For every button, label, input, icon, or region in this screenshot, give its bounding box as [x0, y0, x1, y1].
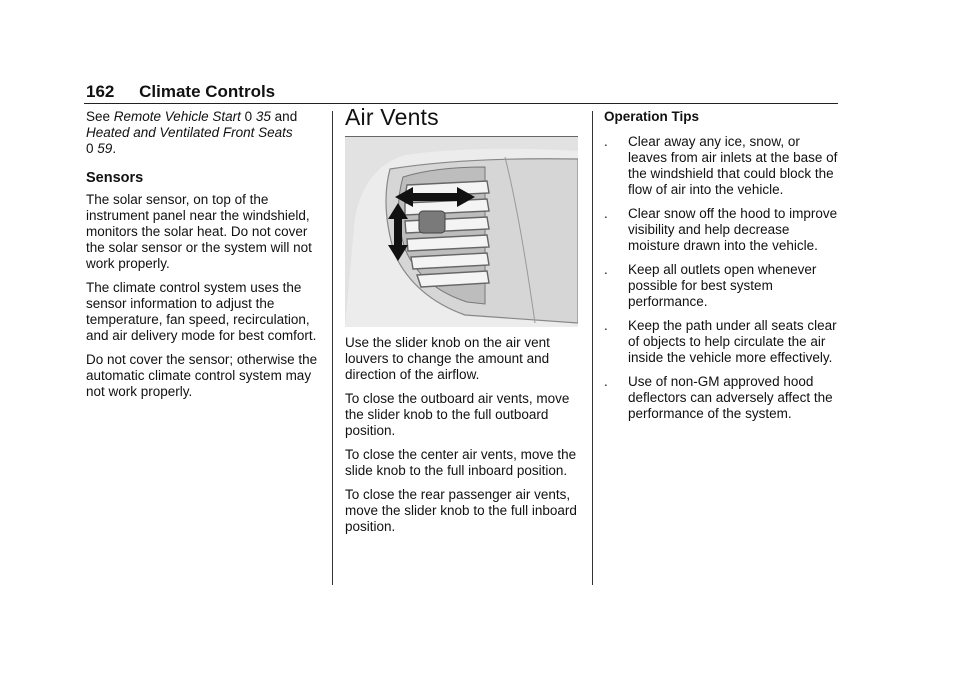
- operation-tips-heading: Operation Tips: [604, 109, 700, 124]
- bullet-text: Clear snow off the hood to improve visibility and help decrease moisture drawn into the vehicle.: [628, 206, 838, 253]
- list-item: [604, 262, 840, 310]
- page-ref-59[interactable]: 59: [97, 141, 113, 156]
- page-ref-arrow-icon: 0: [86, 141, 94, 156]
- column-right: [604, 109, 840, 430]
- section-title: Climate Controls: [139, 82, 276, 101]
- see-also-paragraph: [86, 109, 322, 157]
- bullet-glyph: .: [604, 374, 608, 389]
- column-middle: [345, 104, 580, 543]
- see-and: and: [270, 109, 298, 124]
- column-divider-1: [332, 111, 333, 585]
- list-item: [604, 318, 840, 366]
- bullet-glyph: .: [604, 206, 608, 221]
- sensors-heading: Sensors: [86, 170, 144, 186]
- see-end: .: [112, 141, 117, 156]
- list-item: [604, 206, 840, 254]
- air-vent-illustration: [345, 136, 578, 327]
- page-number: 162: [86, 82, 115, 101]
- link-heated-seats[interactable]: Heated and Ventilated Front Seats: [86, 125, 293, 140]
- air-vents-title: Air Vents: [345, 104, 439, 130]
- bullet-glyph: .: [604, 318, 608, 333]
- bullet-text: Keep the path under all seats clear of objects to help circulate the air inside the vehicle more effectively.: [628, 318, 837, 365]
- vents-paragraph-2: To close the outboard air vents, move the slider knob to the full outboard position.: [345, 391, 570, 438]
- bullet-glyph: .: [604, 134, 608, 149]
- page-header: [86, 82, 275, 102]
- page-ref-arrow-icon: 0: [244, 109, 253, 124]
- page-ref-35[interactable]: 35: [255, 109, 271, 124]
- list-item: [604, 134, 840, 198]
- column-divider-2: [592, 111, 593, 585]
- bullet-text: Keep all outlets open whenever possible for best system performance.: [628, 262, 817, 309]
- bullet-glyph: .: [604, 262, 608, 277]
- list-item: [604, 374, 840, 422]
- sensors-paragraph-2: The climate control system uses the sensor information to adjust the temperature, fan speed, recirculation, and air delivery mode for best comfort.: [86, 280, 317, 343]
- link-remote-vehicle-start[interactable]: Remote Vehicle Start: [113, 109, 241, 124]
- header-rule: [84, 103, 838, 104]
- vents-paragraph-3: To close the center air vents, move the slide knob to the full inboard position.: [345, 447, 577, 478]
- vents-paragraph-4: To close the rear passenger air vents, move the slider knob to the full inboard position.: [345, 487, 577, 534]
- sensors-paragraph-3: Do not cover the sensor; otherwise the automatic climate control system may not work properly.: [86, 352, 318, 399]
- sensors-paragraph-1: The solar sensor, on top of the instrument panel near the windshield, monitors the solar heat. Do not cover the solar sensor or the system will not work properly.: [86, 192, 312, 271]
- see-prefix: See: [86, 109, 114, 124]
- bullet-text: Clear away any ice, snow, or leaves from air inlets at the base of the windshield that could block the flow of air into the vehicle.: [628, 134, 838, 197]
- bullet-text: Use of non-GM approved hood deflectors can adversely affect the performance of the system.: [628, 374, 833, 421]
- column-left: [86, 109, 322, 408]
- vents-paragraph-1: Use the slider knob on the air vent louvers to change the amount and direction of the airflow.: [345, 335, 550, 382]
